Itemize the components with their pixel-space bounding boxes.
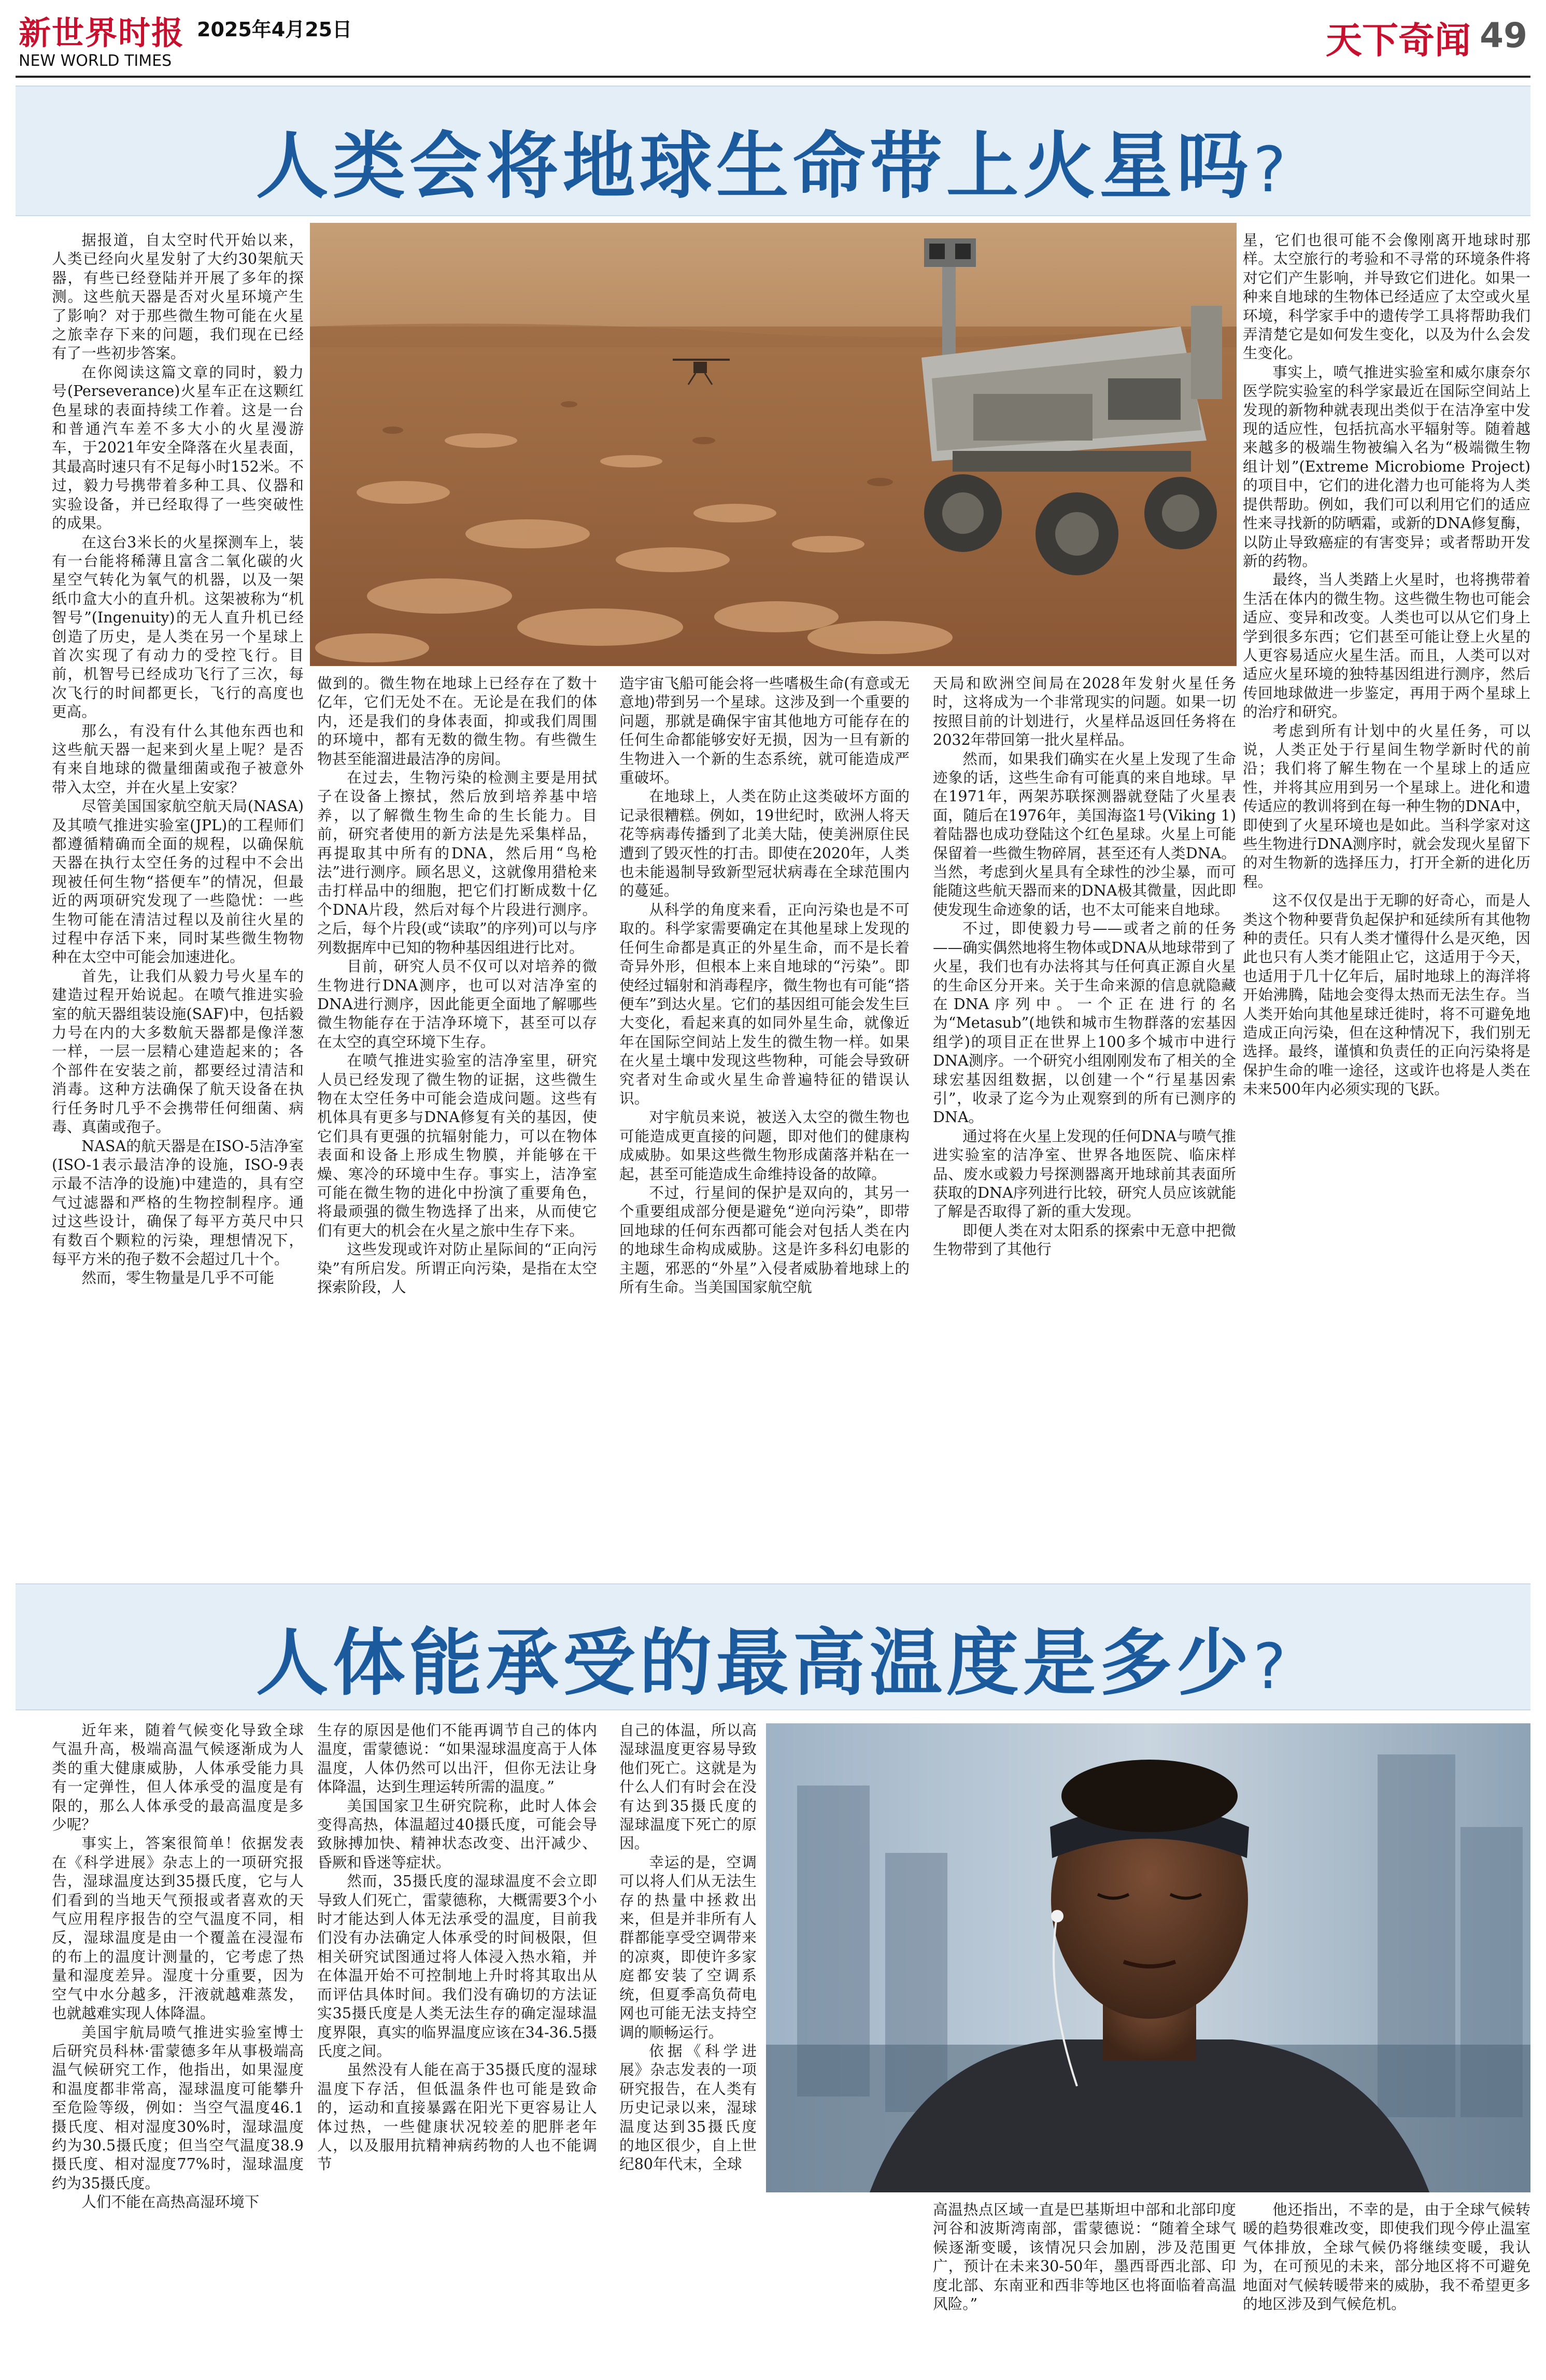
masthead-title: 新世界时报 <box>19 14 185 52</box>
headline-band-2 <box>16 1583 1530 1710</box>
headline-2: 人体能承受的最高温度是多少? <box>256 1621 1290 1706</box>
article2-column-5 <box>1243 2200 1530 2374</box>
article2-column-2 <box>317 1721 597 2374</box>
paragraph: 高温热点区域一直是巴基斯坦中部和北部印度河谷和波斯湾南部，雷蒙德说：“随着全球气候逐渐变暖，该情况只会加剧，涉及范围更广，预计在未来30-50年，墨西哥西北部、印度北部、东南亚和西非等地区也将面临着高温风险。” <box>933 2201 1236 2313</box>
article2-column-1 <box>52 1721 304 2374</box>
article2-column-4 <box>933 2200 1236 2374</box>
paragraph: 事实上，喷气推进实验室和威尔康奈尔医学院实验室的科学家最近在国际空间站上发现的新物种就表现出类似于在洁净室中发现的适应性，包括抗高水平辐射等。随着越来越多的极端生物被编入名为“极端微生物组计划”(Extreme Microbiome Project)的项目中，它们的进化潜力也可能将为人类提供帮助。例如，我们可以利用它们的适应性来寻找新的防晒霜，或新的DNA修复酶，以防止导致癌症的有害变异；或者帮助开发新的药物。 <box>1243 363 1530 570</box>
mars-rover-photo <box>310 223 1237 666</box>
paragraph: 造宇宙飞船可能会将一些嗜极生命(有意或无意地)带到另一个星球。这涉及到一个重要的问题，那就是确保宇宙其他地方可能存在的任何生命都能够安好无损，因为一旦有新的生物进入一个新的生态系统，就可能造成严重破坏。 <box>619 674 910 787</box>
page-number: 49 <box>1480 16 1527 55</box>
paragraph: 考虑到所有计划中的火星任务，可以说，人类正处于行星间生物学新时代的前沿；我们将了解生物在一个星球上的适应性，并将其应用到另一个星球上。进化和遗传适应的教训将到在每一种生物的DNA中，即使到了火星环境也是如此。当科学家对这些生物进行DNA测序时，就会发现火星留下的对生物新的选择压力，打开全新的进化历程。 <box>1243 721 1530 890</box>
paragraph: 在地球上，人类在防止这类破坏方面的记录很糟糕。例如，19世纪时，欧洲人将天花等病毒传播到了北美大陆，使美洲原住民遭到了毁灭性的打击。即使在2020年，人类也未能遏制导致新型冠状病毒在全球范围内的蔓延。 <box>619 787 910 900</box>
article1-column-2 <box>317 674 597 1563</box>
paragraph: 在这台3米长的火星探测车上，装有一台能将稀薄且富含二氧化碳的火星空气转化为氧气的机器，以及一架纸巾盒大小的直升机。这架被称为“机智号”(Ingenuity)的无人直升机已经创造了历史，是人类在另一个星球上首次实现了有动力的受控飞行。目前，机智号已经成功飞行了三次，每次飞行的时间都更长，飞行的高度也更高。 <box>52 533 304 721</box>
section-title: 天下奇闻 <box>1326 19 1471 62</box>
paragraph: 不过，即使毅力号——或者之前的任务——确实偶然地将生物体或DNA从地球带到了火星，我们也有办法将其与任何真正源自火星的生命区分开来。关于生命来源的信息就隐藏在DNA序列中。一个正在进行的名为“Metasub”(地铁和城市生物群落的宏基因组学)的项目正在世界上100多个城市中进行DNA测序。一个研究小组刚刚发布了相关的全球宏基因组数据，以创建一个“行星基因索引”，收录了迄今为止观察到的所有已测序的DNA。 <box>933 919 1236 1126</box>
paragraph: 然而，35摄氏度的湿球温度不会立即导致人们死亡，雷蒙德称，大概需要3个小时才能达到人体无法承受的温度，目前我们没有办法确定人体承受的时间极限，但相关研究试图通过将人体浸入热水箱，并在体温开始不可控制地上升时将其取出从而评估具体时间。我们没有确切的方法证实35摄氏度是人类无法生存的确定湿球温度界限，真实的临界温度应该在34-36.5摄氏度之间。 <box>317 1872 597 2060</box>
paragraph: 在你阅读这篇文章的同时，毅力号(Perseverance)火星车正在这颗红色星球的表面持续工作着。这是一台和普通汽车差不多大小的火星漫游车，于2021年安全降落在火星表面，其最高时速只有不足每小时152米。不过，毅力号携带着多种工具、仪器和实验设备，并已经取得了一些突破性的成果。 <box>52 363 304 532</box>
headline-1: 人类会将地球生命带上火星吗? <box>256 124 1290 209</box>
paragraph: 近年来，随着气候变化导致全球气温升高，极端高温气候逐渐成为人类的重大健康威胁，人体承受能力具有一定弹性，但人体承受的温度是有限的，那么人体承受的最高温度是多少呢？ <box>52 1721 304 1834</box>
paragraph: 这不仅仅是出于无聊的好奇心，而是人类这个物种要背负起保护和延续所有其他物种的责任。只有人类才懂得什么是灭绝，因此也只有人类才能阻止它，这适用于今天，也适用于几十亿年后，届时地球上的海洋将开始沸腾，陆地会变得太热而无法生存。当人类开始向其他星球迁徙时，将不可避免地造成正向污染，但在这种情况下，我们别无选择。最终，谨慎和负责任的正向污染将是保护生命的唯一途径，这或许也将是人类在未来500年内必须实现的飞跃。 <box>1243 891 1530 1098</box>
paragraph: 然而，如果我们确实在火星上发现了生命迹象的话，这些生命有可能真的来自地球。早在1971年，两架苏联探测器就登陆了火星表面，随后在1976年，美国海盗1号(Viking 1)着陆器也成功登陆这个红色星球。火星上可能保留着一些微生物碎屑，甚至还有人类DNA。当然，考虑到火星具有全球性的沙尘暴，而可能随这些航天器而来的DNA极其微量，因此即使发现生命迹象的话，也不太可能来自地球。 <box>933 749 1236 918</box>
paragraph: 尽管美国国家航空航天局(NASA)及其喷气推进实验室(JPL)的工程师们都遵循精确而全面的规程，以确保航天器在执行太空任务的过程中不会出现被任何生物“搭便车”的情况，但最近的两项研究发现了一些隐忧：一些生物可能在清洁过程以及前往火星的过程中存活下来，同时某些微生物物种在太空中可能会加速进化。 <box>52 797 304 966</box>
paragraph: 不过，行星间的保护是双向的，其另一个重要组成部分便是避免“逆向污染”，即带回地球的任何东西都可能会对包括人类在内的地球生命构成威胁。这是许多科幻电影的主题，邪恶的“外星”入侵者威胁着地球上的所有生命。当美国国家航空航 <box>619 1183 910 1296</box>
paragraph: NASA的航天器是在ISO-5洁净室(ISO-1表示最洁净的设施，ISO-9表示最不洁净的设施)中建造的，具有空气过滤器和严格的生物控制程序。通过这些设计，确保了每平方英尺中只有数百个颗粒的污染，理想情况下，每平方米的孢子数不会超过几十个。 <box>52 1137 304 1268</box>
paragraph: 这些发现或许对防止星际间的“正向污染”有所启发。所谓正向污染，是指在太空探索阶段，人 <box>317 1240 597 1296</box>
paragraph: 在过去，生物污染的检测主要是用拭子在设备上擦拭，然后放到培养基中培养，以了解微生物生命的生长能力。目前，研究者使用的新方法是先采集样品，再提取其中所有的DNA，然后用“鸟枪法”进行测序。顾名思义，这就像用猎枪来击打样品中的细胞，把它们打断成数十亿个DNA片段，然后对每个片段进行测序。之后，每个片段(或“读取”的序列)可以与序列数据库中已知的物种基因组进行比对。 <box>317 769 597 956</box>
runner-woman-photo <box>766 1723 1530 2192</box>
article2-column-3 <box>619 1721 757 2374</box>
article1-column-4 <box>933 674 1236 1563</box>
paragraph: 据报道，自太空时代开始以来，人类已经向火星发射了大约30架航天器，有些已经登陆并开展了多年的探测。这些航天器是否对火星环境产生了影响？对于那些微生物可能在火星之旅幸存下来的问题，我们现在已经有了一些初步答案。 <box>52 231 304 362</box>
paragraph: 做到的。微生物在地球上已经存在了数十亿年，它们无处不在。无论是在我们的体内，还是我们的身体表面，抑或我们周围的环境中，都有无数的微生物。有些微生物甚至能溜进最洁净的房间。 <box>317 674 597 768</box>
headline-band-1 <box>16 86 1530 216</box>
paragraph: 自己的体温，所以高湿球温度更容易导致他们死亡。这就是为什么人们有时会在没有达到35摄氏度的湿球温度下死亡的原因。 <box>619 1721 757 1852</box>
paragraph: 在喷气推进实验室的洁净室里，研究人员已经发现了微生物的证据，这些微生物在太空任务中可能会造成问题。这些有机体具有更多与DNA修复有关的基因，使它们具有更强的抗辐射能力，可以在物体表面和设备上形成生物膜，并能够在干燥、寒冷的环境中生存。事实上，洁净室可能在微生物的进化中扮演了重要角色，将最顽强的微生物选择了出来，从而使它们有更大的机会在火星之旅中生存下来。 <box>317 1052 597 1239</box>
paragraph: 他还指出，不幸的是，由于全球气候转暖的趋势很难改变，即使我们现今停止温室气体排放，全球气候仍将继续变暖，我认为，在可预见的未来，部分地区将不可避免地面对气候转暖带来的威胁，我不希望更多的地区涉及到气候危机。 <box>1243 2201 1530 2313</box>
paragraph: 美国宇航局喷气推进实验室博士后研究员科林·雷蒙德多年从事极端高温气候研究工作，他指出，如果湿度和温度都非常高，湿球温度可能攀升至危险等级，例如：当空气温度46.1摄氏度、相对湿度30%时，湿球温度约为30.5摄氏度；但当空气温度38.9摄氏度、相对湿度77%时，湿球温度约为35摄氏度。 <box>52 2023 304 2192</box>
paragraph: 幸运的是，空调可以将人们从无法生存的热量中拯救出来，但是并非所有人群都能享受空调带来的凉爽，即使许多家庭都安装了空调系统，但夏季高负荷电网也可能无法支持空调的顺畅运行。 <box>619 1853 757 2041</box>
article1-column-5 <box>1243 231 1530 1563</box>
paragraph: 首先，让我们从毅力号火星车的建造过程开始说起。在喷气推进实验室的航天器组装设施(SAF)中，包括毅力号在内的大多数航天器都是像洋葱一样，一层一层精心建造起来的；各个部件在安装之前，都要经过清洁和消毒。这种方法确保了航天设备在执行任务时几乎不会携带任何细菌、病毒、真菌或孢子。 <box>52 967 304 1136</box>
masthead-english: NEW WORLD TIMES <box>19 52 172 70</box>
paragraph: 生存的原因是他们不能再调节自己的体内温度，雷蒙德说：“如果湿球温度高于人体温度，人体仍然可以出汗，但你无法让身体降温，达到生理运转所需的温度。” <box>317 1721 597 1796</box>
paragraph: 然而，零生物量是几乎不可能 <box>81 1269 274 1287</box>
article1-column-3 <box>619 674 910 1563</box>
paragraph: 那么，有没有什么其他东西也和这些航天器一起来到火星上呢？是否有来自地球的微量细菌或孢子被意外带入太空，并在火星上安家？ <box>52 721 304 796</box>
paragraph: 事实上，答案很简单！依据发表在《科学进展》杂志上的一项研究报告，湿球温度达到35摄氏度，它与人们看到的当地天气预报或者喜欢的天气应用程序报告的空气温度不同，相反，湿球温度是由一个覆盖在浸湿布的布上的温度计测量的，它考虑了热量和湿度差异。湿度十分重要，因为空气中水分越多，汗液就越难蒸发，也就越难实现人体降温。 <box>52 1834 304 2022</box>
header-rule <box>16 76 1530 78</box>
paragraph: 对宇航员来说，被送入太空的微生物也可能造成更直接的问题，即对他们的健康构成威胁。如果这些微生物形成菌落并粘在一起，甚至可能造成生命维持设备的故障。 <box>619 1108 910 1183</box>
paragraph: 星，它们也很可能不会像刚离开地球时那样。太空旅行的考验和不寻常的环境条件将对它们产生影响，并导致它们进化。如果一种来自地球的生物体已经适应了太空或火星环境，科学家手中的遗传学工具将帮助我们弄清楚它是如何发生变化，以及为什么会发生变化。 <box>1243 231 1530 362</box>
paragraph: 从科学的角度来看，正向污染也是不可取的。科学家需要确定在其他星球上发现的任何生命都是真正的外星生命，而不是长着奇异外形，但根本上来自地球的“污染”。即使经过辐射和消毒程序，微生物也有可能“搭便车”到达火星。它们的基因组可能会发生巨大变化，看起来真的如同外星生命，就像近年在国际空间站上发生的微生物一样。如果在火星土壤中发现这些物种，可能会导致研究者对生命或火星生命普遍特征的错误认识。 <box>619 900 910 1107</box>
paragraph: 美国国家卫生研究院称，此时人体会变得高热，体温超过40摄氏度，可能会导致脉搏加快、精神状态改变、出汗减少、昏厥和昏迷等症状。 <box>317 1796 597 1871</box>
paragraph: 虽然没有人能在高于35摄氏度的湿球温度下存活，但低温条件也可能是致命的，运动和直接暴露在阳光下更容易让人体过热，一些健康状况较差的肥胖老年人，以及服用抗精神病药物的人也不能调节 <box>317 2061 597 2173</box>
paragraph: 即便人类在对太阳系的探索中无意中把微生物带到了其他行 <box>933 1221 1236 1258</box>
paragraph: 通过将在火星上发现的任何DNA与喷气推进实验室的洁净室、世界各地医院、临床样品、废水或毅力号探测器离开地球前其表面所获取的DNA序列进行比较，研究人员应该就能了解是否取得了新的重大发现。 <box>933 1127 1236 1221</box>
paragraph: 人们不能在高热高湿环境下 <box>81 2193 260 2211</box>
issue-date: 2025年4月25日 <box>197 18 352 41</box>
article1-column-1 <box>52 231 304 1563</box>
paragraph: 目前，研究人员不仅可以对培养的微生物进行DNA测序，也可以对洁净室的DNA进行测序，因此能更全面地了解哪些微生物能存在于洁净环境下，甚至可以存在太空的真空环境下生存。 <box>317 957 597 1051</box>
paragraph: 最终，当人类踏上火星时，也将携带着生活在体内的微生物。这些微生物也可能会适应、变异和改变。人类也可以从它们身上学到很多东西；它们甚至可能让登上火星的人更容易适应火星生活。而且，人类可以对适应火星环境的独特基因组进行测序，然后传回地球做进一步鉴定，再用于两个星球上的治疗和研究。 <box>1243 571 1530 721</box>
paragraph: 依据《科学进展》杂志发表的一项研究报告，在人类有历史记录以来，湿球温度达到35摄氏度的地区很少，自上世纪80年代末，全球 <box>619 2042 757 2173</box>
paragraph: 天局和欧洲空间局在2028年发射火星任务时，这将成为一个非常现实的问题。如果一切按照目前的计划进行，火星样品返回任务将在2032年带回第一批火星样品。 <box>933 674 1236 749</box>
